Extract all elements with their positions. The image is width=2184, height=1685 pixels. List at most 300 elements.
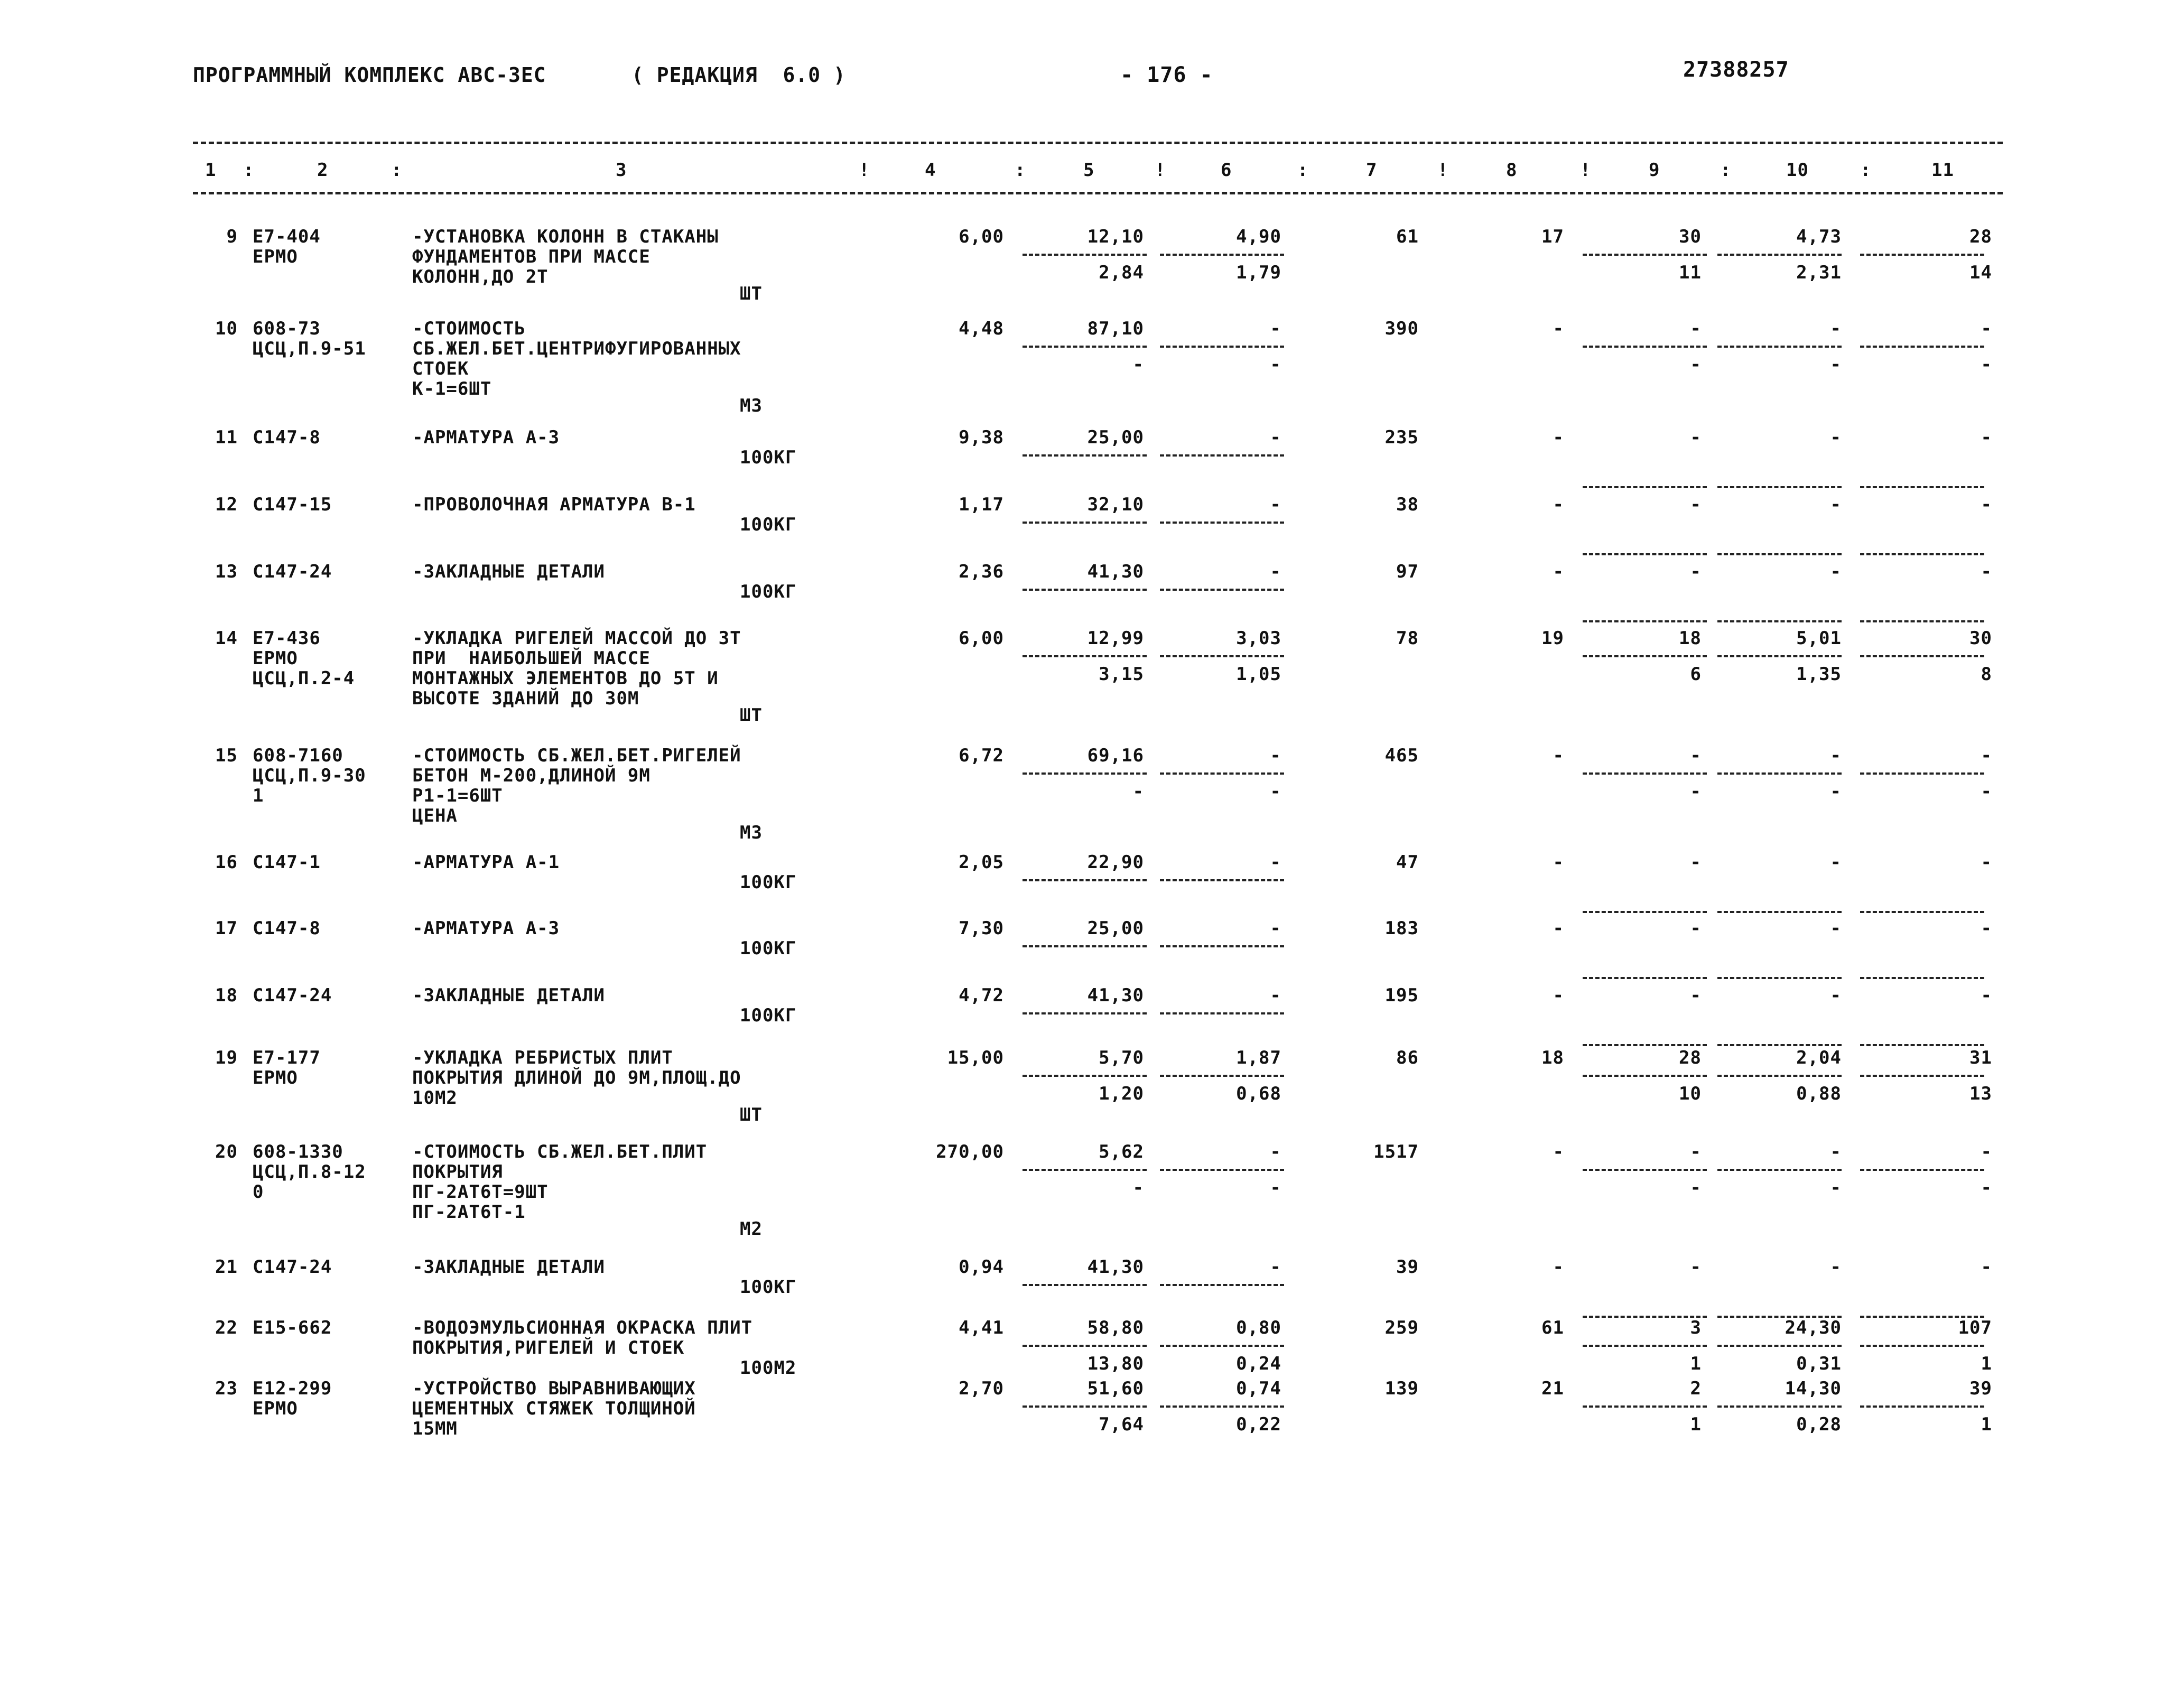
value-c8: - xyxy=(1553,918,1564,939)
value-c5: 25,00 xyxy=(1087,427,1144,448)
work-description: -СТОИМОСТЬ СБ.ЖЕЛ.БЕТ.РИГЕЛЕЙ xyxy=(412,745,741,766)
value-c7: 465 xyxy=(1384,745,1419,766)
cell-divider xyxy=(1717,254,1842,256)
value-c7: 39 xyxy=(1396,1256,1419,1278)
cell-divider xyxy=(1160,1075,1284,1077)
cell-divider xyxy=(1160,1405,1284,1408)
cell-divider xyxy=(1583,655,1707,657)
cell-divider xyxy=(1860,1405,1984,1408)
work-description: -ПРОВОЛОЧНАЯ АРМАТУРА В-1 xyxy=(412,494,696,515)
value-c6b: 1,79 xyxy=(1236,262,1281,283)
resource-code: Е7-436 xyxy=(253,628,321,649)
cell-divider xyxy=(1160,1345,1284,1347)
value-c4: 4,48 xyxy=(959,318,1004,339)
value-c5: 41,30 xyxy=(1087,1256,1144,1278)
value-c6: 3,03 xyxy=(1236,628,1281,649)
value-c5: 87,10 xyxy=(1087,318,1144,339)
value-c11: 28 xyxy=(1969,226,1992,247)
value-c10b: - xyxy=(1830,354,1842,375)
cell-divider xyxy=(1860,655,1984,657)
unit-label: М2 xyxy=(740,1218,763,1240)
work-description: -ЗАКЛАДНЫЕ ДЕТАЛИ xyxy=(412,1256,605,1278)
value-c5: 51,60 xyxy=(1087,1378,1144,1399)
cell-divider xyxy=(1717,655,1842,657)
cell-divider xyxy=(1717,1044,1842,1046)
row-number: 16 xyxy=(215,852,238,873)
cell-divider xyxy=(1023,454,1147,457)
column-header: 2 xyxy=(317,160,329,181)
cell-divider xyxy=(1023,772,1147,775)
cell-divider xyxy=(1583,620,1707,622)
value-c6: - xyxy=(1270,745,1281,766)
value-c6: - xyxy=(1270,427,1281,448)
value-c4: 4,72 xyxy=(959,985,1004,1006)
cell-divider xyxy=(1860,911,1984,913)
value-c9: - xyxy=(1690,427,1702,448)
cell-divider xyxy=(1717,1345,1842,1347)
value-c10b: - xyxy=(1830,781,1842,802)
value-c7: 139 xyxy=(1384,1378,1419,1399)
value-c9: 30 xyxy=(1679,226,1702,247)
value-c6: - xyxy=(1270,494,1281,515)
cell-divider xyxy=(1583,486,1707,488)
value-c4: 6,00 xyxy=(959,226,1004,247)
value-c8: - xyxy=(1553,427,1564,448)
value-c11b: 13 xyxy=(1969,1083,1992,1104)
page-number: - 176 - xyxy=(1120,63,1213,87)
value-c6: - xyxy=(1270,318,1281,339)
value-c9: - xyxy=(1690,852,1702,873)
value-c5b: 3,15 xyxy=(1099,664,1144,685)
column-header: 9 xyxy=(1649,160,1660,181)
resource-code: Е12-299 xyxy=(253,1378,332,1399)
value-c5b: - xyxy=(1132,1177,1144,1198)
value-c4: 6,72 xyxy=(959,745,1004,766)
work-description: -АРМАТУРА А-1 xyxy=(412,852,560,873)
cell-divider xyxy=(1860,772,1984,775)
value-c8: - xyxy=(1553,985,1564,1006)
value-c9b: 1 xyxy=(1690,1414,1702,1435)
unit-label: 100КГ xyxy=(740,1277,797,1298)
value-c8: - xyxy=(1553,745,1564,766)
work-description: 10М2 xyxy=(412,1087,458,1109)
resource-code: ЦСЦ,П.8-12 xyxy=(253,1161,366,1183)
value-c8: 61 xyxy=(1541,1317,1564,1338)
resource-code: ЕРМО xyxy=(253,1067,298,1088)
cell-divider xyxy=(1717,553,1842,555)
row-number: 13 xyxy=(215,561,238,582)
value-c11: - xyxy=(1981,918,1992,939)
value-c6: - xyxy=(1270,561,1281,582)
value-c10: 2,04 xyxy=(1796,1047,1842,1068)
cell-divider xyxy=(1160,1012,1284,1014)
cell-divider xyxy=(1583,977,1707,979)
value-c8: - xyxy=(1553,561,1564,582)
work-description: ПГ-2АТ6Т-1 xyxy=(412,1202,526,1223)
work-description: -АРМАТУРА А-3 xyxy=(412,427,560,448)
cell-divider xyxy=(1023,1012,1147,1014)
row-number: 18 xyxy=(215,985,238,1006)
resource-code: ЦСЦ,П.2-4 xyxy=(253,668,355,689)
value-c10b: 1,35 xyxy=(1796,664,1842,685)
cell-divider xyxy=(1023,346,1147,348)
cell-divider xyxy=(1860,1044,1984,1046)
cell-divider xyxy=(1583,1345,1707,1347)
work-description: ВЫСОТЕ ЗДАНИЙ ДО 30М xyxy=(412,688,639,709)
value-c10: 14,30 xyxy=(1785,1378,1842,1399)
cell-divider xyxy=(1717,1075,1842,1077)
value-c7: 86 xyxy=(1396,1047,1419,1068)
cell-divider xyxy=(1023,1284,1147,1286)
edition-label: ( РЕДАКЦИЯ 6.0 ) xyxy=(631,63,846,87)
value-c6: 0,74 xyxy=(1236,1378,1281,1399)
unit-label: 100КГ xyxy=(740,1005,797,1026)
value-c9: - xyxy=(1690,494,1702,515)
value-c10: - xyxy=(1830,918,1842,939)
row-number: 19 xyxy=(215,1047,238,1068)
row-number: 11 xyxy=(215,427,238,448)
value-c5: 12,10 xyxy=(1087,226,1144,247)
cell-divider xyxy=(1583,1075,1707,1077)
value-c9b: - xyxy=(1690,1177,1702,1198)
value-c5b: 13,80 xyxy=(1087,1353,1144,1374)
column-header: 6 xyxy=(1221,160,1232,181)
value-c7: 97 xyxy=(1396,561,1419,582)
cell-divider xyxy=(1717,620,1842,622)
work-description: ПРИ НАИБОЛЬШЕЙ МАССЕ xyxy=(412,648,650,669)
value-c11b: - xyxy=(1981,1177,1992,1198)
value-c9: 18 xyxy=(1679,628,1702,649)
value-c4: 2,36 xyxy=(959,561,1004,582)
resource-code: С147-24 xyxy=(253,985,332,1006)
cell-divider xyxy=(1860,1075,1984,1077)
work-description: ПОКРЫТИЯ xyxy=(412,1161,503,1183)
value-c8: 19 xyxy=(1541,628,1564,649)
cell-divider xyxy=(1860,1169,1984,1171)
value-c5: 5,70 xyxy=(1099,1047,1144,1068)
resource-code: ЕРМО xyxy=(253,648,298,669)
table-header-rule xyxy=(193,192,2003,194)
value-c9b: - xyxy=(1690,781,1702,802)
value-c11: - xyxy=(1981,985,1992,1006)
value-c11: - xyxy=(1981,494,1992,515)
work-description: -СТОИМОСТЬ СБ.ЖЕЛ.БЕТ.ПЛИТ xyxy=(412,1141,708,1162)
cell-divider xyxy=(1160,522,1284,524)
value-c11b: 14 xyxy=(1969,262,1992,283)
value-c11b: - xyxy=(1981,781,1992,802)
work-description: -СТОИМОСТЬ xyxy=(412,318,526,339)
row-number: 20 xyxy=(215,1141,238,1162)
value-c6b: 0,24 xyxy=(1236,1353,1281,1374)
value-c6b: 1,05 xyxy=(1236,664,1281,685)
cell-divider xyxy=(1160,346,1284,348)
value-c4: 0,94 xyxy=(959,1256,1004,1278)
value-c8: 21 xyxy=(1541,1378,1564,1399)
row-number: 14 xyxy=(215,628,238,649)
unit-label: 100КГ xyxy=(740,514,797,535)
resource-code: С147-24 xyxy=(253,561,332,582)
value-c4: 270,00 xyxy=(936,1141,1004,1162)
resource-code: ЕРМО xyxy=(253,246,298,267)
value-c8: - xyxy=(1553,494,1564,515)
value-c6: 0,80 xyxy=(1236,1317,1281,1338)
value-c4: 2,05 xyxy=(959,852,1004,873)
column-header: 4 xyxy=(925,160,936,181)
value-c5: 32,10 xyxy=(1087,494,1144,515)
work-description: -УСТРОЙСТВО ВЫРАВНИВАЮЩИХ xyxy=(412,1378,696,1399)
work-description: СТОЕК xyxy=(412,358,469,379)
document-page: ПРОГРАММНЫЙ КОМПЛЕКС АВС-3ЕС ( РЕДАКЦИЯ 6.0 ) - 176 - 27388257 1 2 3 4 5 6 7 8 9 10 11 : : ! : ! : ! ! : : 9 Е7-404 ЕРМО -УСТАНОВКА КОЛОНН В СТАКАНЫ ФУНДАМЕНТОВ ПРИ МАССЕ КОЛОНН,ДО 2Т ШТ 6,00 12,10 4,90 61 17 30 4,73 28 2,84 1,79 11 2,31 14 10 608-73 ЦСЦ,П.9-51 -СТОИМОСТЬ СБ.ЖЕЛ.БЕТ.ЦЕНТРИФУГИРОВАННЫХ СТОЕК К-1=6ШТ М3 4,48 87,10 - 390 - - - - - - - - - 11 С147-8 -АРМАТУРА А-3 100КГ 9,38 25,00 - 235 - - - - 12 С147-15 -ПРОВОЛОЧНАЯ АРМАТУРА В-1 100КГ 1,17 32,10 - 38 - - - - 13 С147-24 -ЗАКЛАДНЫЕ ДЕТАЛИ 100КГ 2,36 41,30 - 97 - - - - 14 Е7-436 ЕРМО ЦСЦ,П.2-4 -УКЛАДКА РИГЕЛЕЙ МАССОЙ ДО 3Т ПРИ НАИБОЛЬШЕЙ МАССЕ МОНТАЖНЫХ ЭЛЕМЕНТОВ ДО 5Т И ВЫСОТЕ ЗДАНИЙ ДО 30М ШТ 6,00 12,99 3,03 78 19 18 5,01 30 3,15 1,05 6 1,35 8 15 608-7160 ЦСЦ,П.9-30 1 -СТОИМОСТЬ СБ.ЖЕЛ.БЕТ.РИГЕЛЕЙ БЕТОН М-200,ДЛИНОЙ 9М Р1-1=6ШТ ЦЕНА М3 6,72 69,16 - 465 - - - - - - - - - 16 С147-1 -АРМАТУРА А-1 100КГ 2,05 22,90 - 47 - - - - 17 С147-8 -АРМАТУРА А-3 100КГ 7,30 25,00 - 183 - - - - 18 С147-24 -ЗАКЛАДНЫЕ ДЕТАЛИ 100КГ 4,72 41,30 - 195 - - - - 19 Е7-177 ЕРМО -УКЛАДКА РЕБРИСТЫХ ПЛИТ ПОКРЫТИЯ ДЛИНОЙ ДО 9М,ПЛОЩ.ДО 10М2 ШТ 15,00 5,70 1,87 86 18 28 2,04 31 1,20 0,68 10 0,88 13 20 608-1330 ЦСЦ,П.8-12 0 -СТОИМОСТЬ СБ.ЖЕЛ.БЕТ.ПЛИТ ПОКРЫТИЯ ПГ-2АТ6Т=9ШТ ПГ-2АТ6Т-1 М2 270,00 5,62 - 1517 - - - - - - - - - 21 С147-24 -ЗАКЛАДНЫЕ ДЕТАЛИ 100КГ 0,94 41,30 - 39 - - - - 22 Е15-662 -ВОДОЭМУЛЬСИОННАЯ ОКРАСКА ПЛИТ ПОКРЫТИЯ,РИГЕЛЕЙ И СТОЕК 100М2 4,41 58,80 0,80 259 61 3 24,30 107 13,80 0,24 1 0,31 1 23 Е12-299 ЕРМО -УСТРОЙСТВО ВЫРАВНИВАЮЩИХ ЦЕМЕНТНЫХ СТЯЖЕК ТОЛЩИНОЙ 15ММ 2,70 51,60 0,74 139 21 2 14,30 39 7,64 0,22 1 0,28 1 xyxy=(0,0,2184,1685)
value-c7: 47 xyxy=(1396,852,1419,873)
cell-divider xyxy=(1023,945,1147,947)
cell-divider xyxy=(1160,1284,1284,1286)
value-c11b: 1 xyxy=(1981,1414,1992,1435)
resource-code: ЦСЦ,П.9-51 xyxy=(253,338,366,359)
cell-divider xyxy=(1160,1169,1284,1171)
resource-code: С147-8 xyxy=(253,427,321,448)
value-c9b: 11 xyxy=(1679,262,1702,283)
resource-code: ЦСЦ,П.9-30 xyxy=(253,765,366,786)
value-c9: - xyxy=(1690,561,1702,582)
value-c6: 1,87 xyxy=(1236,1047,1281,1068)
cell-divider xyxy=(1717,1405,1842,1408)
unit-label: ШТ xyxy=(740,283,763,304)
value-c11: - xyxy=(1981,1256,1992,1278)
value-c11b: 1 xyxy=(1981,1353,1992,1374)
row-number: 10 xyxy=(215,318,238,339)
value-c10b: 2,31 xyxy=(1796,262,1842,283)
value-c10b: 0,31 xyxy=(1796,1353,1842,1374)
column-header: 5 xyxy=(1083,160,1095,181)
cell-divider xyxy=(1023,655,1147,657)
value-c9: - xyxy=(1690,1141,1702,1162)
cell-divider xyxy=(1023,1169,1147,1171)
work-description: ПОКРЫТИЯ,РИГЕЛЕЙ И СТОЕК xyxy=(412,1337,685,1358)
value-c5: 41,30 xyxy=(1087,985,1144,1006)
row-number: 23 xyxy=(215,1378,238,1399)
value-c9: - xyxy=(1690,318,1702,339)
cell-divider xyxy=(1583,772,1707,775)
resource-code: С147-15 xyxy=(253,494,332,515)
work-description: -УСТАНОВКА КОЛОНН В СТАКАНЫ xyxy=(412,226,719,247)
cell-divider xyxy=(1717,977,1842,979)
cell-divider xyxy=(1860,553,1984,555)
value-c8: - xyxy=(1553,318,1564,339)
value-c9b: - xyxy=(1690,354,1702,375)
cell-divider xyxy=(1160,879,1284,881)
cell-divider xyxy=(1717,911,1842,913)
value-c10: - xyxy=(1830,1256,1842,1278)
value-c10: 5,01 xyxy=(1796,628,1842,649)
value-c5: 25,00 xyxy=(1087,918,1144,939)
value-c10: - xyxy=(1830,985,1842,1006)
value-c5: 5,62 xyxy=(1099,1141,1144,1162)
cell-divider xyxy=(1160,454,1284,457)
unit-label: М3 xyxy=(740,395,763,416)
cell-divider xyxy=(1023,1345,1147,1347)
unit-label: ШТ xyxy=(740,1104,763,1125)
work-description: СБ.ЖЕЛ.БЕТ.ЦЕНТРИФУГИРОВАННЫХ xyxy=(412,338,741,359)
work-description: ЦЕМЕНТНЫХ СТЯЖЕК ТОЛЩИНОЙ xyxy=(412,1398,696,1419)
unit-label: ШТ xyxy=(740,705,763,726)
work-description: ПОКРЫТИЯ ДЛИНОЙ ДО 9М,ПЛОЩ.ДО xyxy=(412,1067,741,1088)
work-description: -ВОДОЭМУЛЬСИОННАЯ ОКРАСКА ПЛИТ xyxy=(412,1317,753,1338)
resource-code: Е7-177 xyxy=(253,1047,321,1068)
value-c6: - xyxy=(1270,1256,1281,1278)
value-c5b: - xyxy=(1132,354,1144,375)
value-c5b: 7,64 xyxy=(1099,1414,1144,1435)
unit-label: 100КГ xyxy=(740,581,797,602)
value-c5: 41,30 xyxy=(1087,561,1144,582)
value-c4: 2,70 xyxy=(959,1378,1004,1399)
row-number: 17 xyxy=(215,918,238,939)
value-c5: 12,99 xyxy=(1087,628,1144,649)
value-c11: - xyxy=(1981,561,1992,582)
row-number: 9 xyxy=(226,226,238,247)
value-c4: 15,00 xyxy=(947,1047,1004,1068)
work-description: ПГ-2АТ6Т=9ШТ xyxy=(412,1181,549,1203)
cell-divider xyxy=(1160,589,1284,591)
value-c10: 4,73 xyxy=(1796,226,1842,247)
value-c10b: 0,88 xyxy=(1796,1083,1842,1104)
cell-divider xyxy=(1160,655,1284,657)
column-header: 3 xyxy=(616,160,627,181)
value-c7: 235 xyxy=(1384,427,1419,448)
value-c4: 1,17 xyxy=(959,494,1004,515)
cell-divider xyxy=(1023,879,1147,881)
value-c10: - xyxy=(1830,561,1842,582)
cell-divider xyxy=(1583,1405,1707,1408)
value-c9b: 6 xyxy=(1690,664,1702,685)
cell-divider xyxy=(1583,553,1707,555)
cell-divider xyxy=(1860,1345,1984,1347)
cell-divider xyxy=(1160,945,1284,947)
column-header: 1 xyxy=(205,160,217,181)
value-c8: 17 xyxy=(1541,226,1564,247)
value-c6b: - xyxy=(1270,354,1281,375)
resource-code: С147-8 xyxy=(253,918,321,939)
value-c8: - xyxy=(1553,852,1564,873)
cell-divider xyxy=(1717,1169,1842,1171)
cell-divider xyxy=(1860,620,1984,622)
cell-divider xyxy=(1860,254,1984,256)
value-c10: - xyxy=(1830,1141,1842,1162)
value-c4: 9,38 xyxy=(959,427,1004,448)
resource-code: 1 xyxy=(253,785,264,806)
row-number: 21 xyxy=(215,1256,238,1278)
value-c11: - xyxy=(1981,852,1992,873)
cell-divider xyxy=(1583,1044,1707,1046)
value-c10: - xyxy=(1830,494,1842,515)
value-c7: 183 xyxy=(1384,918,1419,939)
value-c6b: - xyxy=(1270,1177,1281,1198)
value-c9: - xyxy=(1690,1256,1702,1278)
value-c9b: 10 xyxy=(1679,1083,1702,1104)
cell-divider xyxy=(1023,522,1147,524)
value-c11: 30 xyxy=(1969,628,1992,649)
value-c9: - xyxy=(1690,745,1702,766)
value-c5: 22,90 xyxy=(1087,852,1144,873)
column-header: 7 xyxy=(1366,160,1378,181)
work-description: -УКЛАДКА РЕБРИСТЫХ ПЛИТ xyxy=(412,1047,673,1068)
value-c11: 39 xyxy=(1969,1378,1992,1399)
cell-divider xyxy=(1717,486,1842,488)
document-code: 27388257 xyxy=(1683,58,1789,82)
value-c9: - xyxy=(1690,918,1702,939)
cell-divider xyxy=(1583,1169,1707,1171)
resource-code: ЕРМО xyxy=(253,1398,298,1419)
value-c9: 2 xyxy=(1690,1378,1702,1399)
cell-divider xyxy=(1717,772,1842,775)
resource-code: 608-1330 xyxy=(253,1141,343,1162)
value-c10: - xyxy=(1830,318,1842,339)
value-c8: - xyxy=(1553,1256,1564,1278)
value-c9: - xyxy=(1690,985,1702,1006)
cell-divider xyxy=(1583,346,1707,348)
value-c7: 38 xyxy=(1396,494,1419,515)
cell-divider xyxy=(1023,589,1147,591)
value-c11: - xyxy=(1981,745,1992,766)
work-description: МОНТАЖНЫХ ЭЛЕМЕНТОВ ДО 5Т И xyxy=(412,668,719,689)
resource-code: 608-7160 xyxy=(253,745,343,766)
value-c11: - xyxy=(1981,1141,1992,1162)
value-c7: 195 xyxy=(1384,985,1419,1006)
value-c5b: 1,20 xyxy=(1099,1083,1144,1104)
work-description: -АРМАТУРА А-3 xyxy=(412,918,560,939)
work-description: -ЗАКЛАДНЫЕ ДЕТАЛИ xyxy=(412,561,605,582)
column-header: 8 xyxy=(1506,160,1518,181)
value-c5b: 2,84 xyxy=(1099,262,1144,283)
work-description: 15ММ xyxy=(412,1418,458,1439)
value-c10: - xyxy=(1830,852,1842,873)
value-c6b: 0,22 xyxy=(1236,1414,1281,1435)
cell-divider xyxy=(1023,254,1147,256)
value-c11: - xyxy=(1981,318,1992,339)
column-header: 10 xyxy=(1786,160,1809,181)
value-c8: - xyxy=(1553,1141,1564,1162)
value-c11: 31 xyxy=(1969,1047,1992,1068)
value-c6: - xyxy=(1270,1141,1281,1162)
cell-divider xyxy=(1023,1405,1147,1408)
cell-divider xyxy=(1717,346,1842,348)
work-description: БЕТОН М-200,ДЛИНОЙ 9М xyxy=(412,765,650,786)
value-c11b: - xyxy=(1981,354,1992,375)
cell-divider xyxy=(1583,911,1707,913)
program-title: ПРОГРАММНЫЙ КОМПЛЕКС АВС-3ЕС xyxy=(193,63,546,87)
value-c5b: - xyxy=(1132,781,1144,802)
work-description: Р1-1=6ШТ xyxy=(412,785,503,806)
cell-divider xyxy=(1160,254,1284,256)
resource-code: С147-24 xyxy=(253,1256,332,1278)
value-c9b: 1 xyxy=(1690,1353,1702,1374)
work-description: -ЗАКЛАДНЫЕ ДЕТАЛИ xyxy=(412,985,605,1006)
column-header: 11 xyxy=(1931,160,1954,181)
value-c10: - xyxy=(1830,745,1842,766)
unit-label: 100М2 xyxy=(740,1357,797,1379)
work-description: -УКЛАДКА РИГЕЛЕЙ МАССОЙ ДО 3Т xyxy=(412,628,741,649)
resource-code: 608-73 xyxy=(253,318,321,339)
work-description: ЦЕНА xyxy=(412,805,458,826)
resource-code: Е7-404 xyxy=(253,226,321,247)
value-c6b: - xyxy=(1270,781,1281,802)
resource-code: Е15-662 xyxy=(253,1317,332,1338)
cell-divider xyxy=(1860,486,1984,488)
value-c4: 7,30 xyxy=(959,918,1004,939)
value-c6b: 0,68 xyxy=(1236,1083,1281,1104)
table-top-rule xyxy=(193,142,2003,144)
resource-code: 0 xyxy=(253,1181,264,1203)
value-c5: 69,16 xyxy=(1087,745,1144,766)
